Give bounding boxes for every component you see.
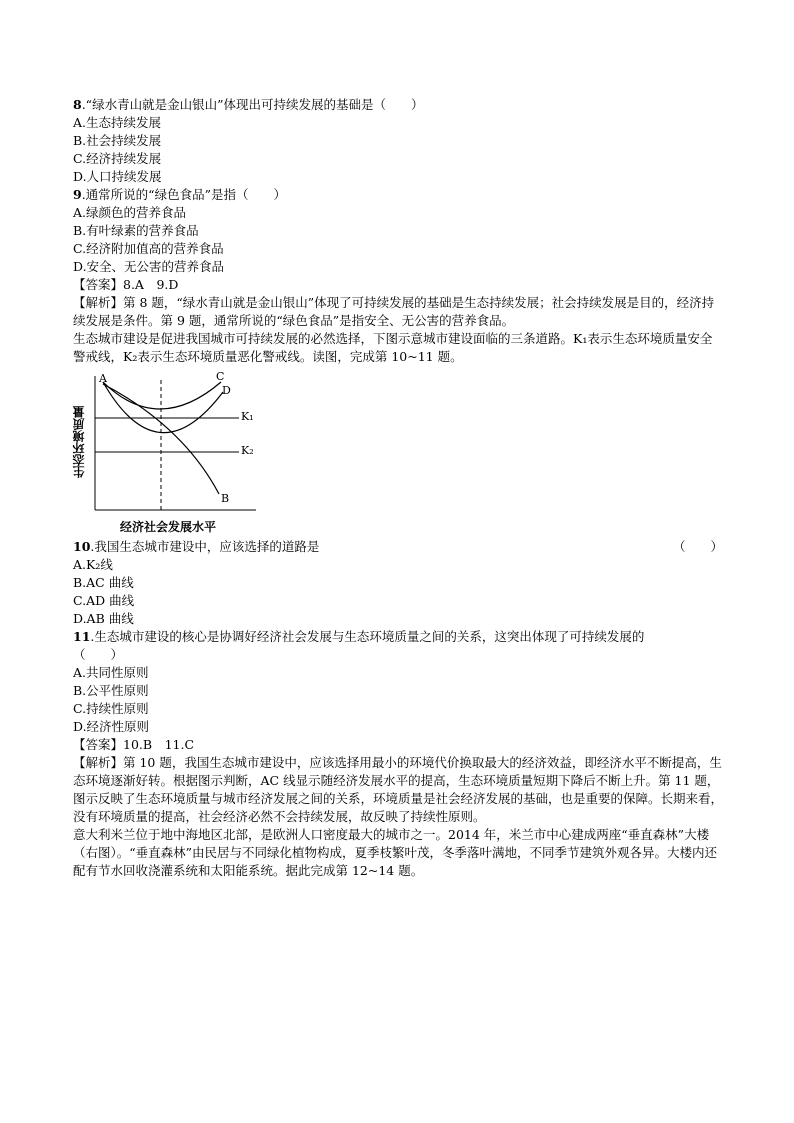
ac-curve xyxy=(103,382,221,409)
option: B.社会持续发展 xyxy=(73,133,162,148)
option: A.绿颜色的营养食品 xyxy=(73,205,187,220)
explanation-10-11: 【解析】第 10 题，我国生态城市建设中，应该选择用最小的环境代价换取最大的经济效益，即经济水平不断提高，生态环境逐渐好转。根据图示判断，AC 线显示随经济发展水平的提高，生态环境质量短期下降后不断上升。第 11 题，图示反映了生态环境质量与城市经济发展之间的关系，环境质量是社会经济发展的基础，也是重要的保障。长期来看，没有环境质量的提高，社会经济必然不会持续发展，故反映了持续性原则。 xyxy=(73,755,724,824)
label-c: C xyxy=(216,370,225,383)
intro-10-11: 生态城市建设是促进我国城市可持续发展的必然选择，下图示意城市建设面临的三条道路。K₁表示生态环境质量安全警戒线，K₂表示生态环境质量恶化警戒线。读图，完成第 10~11 题。 xyxy=(73,331,713,364)
option: D.经济性原则 xyxy=(73,719,150,734)
option: B.AC 曲线 xyxy=(73,575,134,590)
option: A.共同性原则 xyxy=(73,665,149,680)
y-axis-label: 生态环境质量 xyxy=(72,406,86,478)
option: C.经济持续发展 xyxy=(73,151,162,166)
option: D.安全、无公害的营养食品 xyxy=(73,259,225,274)
question-10: 10.我国生态城市建设中，应该选择的道路是 （ ） xyxy=(73,539,723,554)
question-8: 8.“绿水青山就是金山银山”体现出可持续发展的基础是（ ） xyxy=(73,97,424,112)
x-axis-label: 经济社会发展水平 xyxy=(120,520,217,534)
answer-8-9: 【答案】8.A 9.D xyxy=(73,277,179,292)
answer-bracket: （ ） xyxy=(73,647,124,662)
document-body xyxy=(73,96,723,880)
option: C.持续性原则 xyxy=(73,701,149,716)
label-k1: K₁ xyxy=(241,410,254,423)
label-d: D xyxy=(222,384,231,397)
question-11: 11.生态城市建设的核心是协调好经济社会发展与生态环境质量之间的关系，这突出体现了可持续发展的 xyxy=(73,629,645,644)
label-b: B xyxy=(221,492,230,505)
label-a: A xyxy=(99,372,107,385)
option: D.人口持续发展 xyxy=(73,169,162,184)
question-9: 9.通常所说的“绿色食品”是指（ ） xyxy=(73,187,286,202)
option: D.AB 曲线 xyxy=(73,611,134,626)
label-k2: K₂ xyxy=(241,444,254,457)
road-choice-diagram xyxy=(73,368,273,538)
option: B.有叶绿素的营养食品 xyxy=(73,223,199,238)
explanation-8-9: 【解析】第 8 题，“绿水青山就是金山银山”体现了可持续发展的基础是生态持续发展；社会持续发展是目的，经济持续发展是条件。第 9 题，通常所说的“绿色食品”是指安全、无公害的营养食品。 xyxy=(73,295,715,328)
option: B.公平性原则 xyxy=(73,683,149,698)
option: C.经济附加值高的营养食品 xyxy=(73,241,224,256)
option: A.生态持续发展 xyxy=(73,115,162,130)
option: A.K₂线 xyxy=(73,557,113,572)
intro-12-14: 意大利米兰位于地中海地区北部，是欧洲人口密度最大的城市之一。2014 年，米兰市中心建成两座“垂直森林”大楼（右图）。“垂直森林”由民居与不同绿化植物构成，夏季枝繁叶茂，冬季落叶满地，不同季节建筑外观各异。大楼内还配有节水回收浇灌系统和太阳能系统。据此完成第 12~14 题。 xyxy=(73,827,718,878)
answer-10-11: 【答案】10.B 11.C xyxy=(73,737,195,752)
answer-bracket: （ ） xyxy=(672,539,723,554)
option: C.AD 曲线 xyxy=(73,593,135,608)
